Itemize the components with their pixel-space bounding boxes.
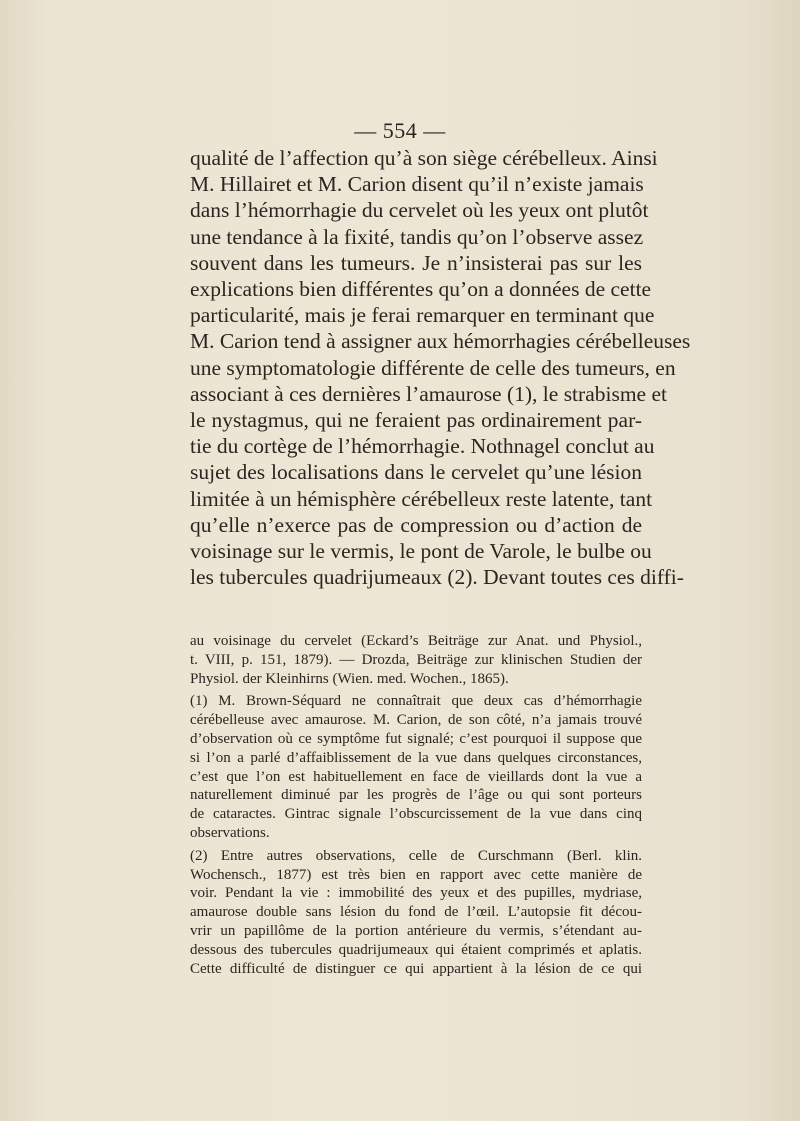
text-line: une symptomatologie différente de celle des tumeurs, en (190, 355, 676, 380)
text-line: tie du cortège de l’hémorrhagie. Nothnagel conclut au (190, 434, 655, 459)
text-line: voisinage sur le vermis, le pont de Varole, le bulbe ou (190, 539, 652, 564)
footnote-line: t. VIII, p. 151, 1879). — Drozda, Beiträge zur klinischen Studien der (190, 651, 642, 668)
text-line: une tendance à la fixité, tandis qu’on l’observe assez (190, 224, 644, 249)
text-line: explications bien différentes qu’on a données de cette (190, 277, 652, 302)
footnote-line: cérébelleuse avec amaurose. M. Carion, de son côté, n’a jamais trouvé (190, 712, 642, 729)
footnote-line: voir. Pendant la vie : immobilité des yeux et des pupilles, mydriase, (190, 885, 642, 902)
footnote-line: observations. (190, 824, 270, 841)
text-line: le nystagmus, qui ne feraient pas ordinairement par- (190, 408, 642, 433)
text-line: dans l’hémorrhagie du cervelet où les yeux ont plutôt (190, 198, 649, 223)
text-line: qu’elle n’exerce pas de compression ou d’action de (190, 512, 642, 537)
footnote-line: amaurose double sans lésion du fond de l’œil. L’autopsie fit décou- (190, 904, 642, 921)
footnotes (190, 632, 642, 978)
footnote-line: dessous des tubercules quadrijumeaux qui étaient comprimés et aplatis. (190, 941, 642, 958)
footnote-line: Physiol. der Kleinhirns (Wien. med. Wochen., 1865). (190, 670, 509, 687)
text-line: les tubercules quadrijumeaux (2). Devant toutes ces diffi- (190, 565, 684, 590)
text-line: qualité de l’affection qu’à son siège cérébelleux. Ainsi (190, 146, 658, 170)
footnote-line: vrir un papillôme de la portion antérieure du vermis, s’étendant au- (190, 922, 642, 939)
page-number: — 554 — (354, 118, 446, 143)
footnote-line: (1) M. Brown-Séquard ne connaîtrait que deux cas d’hémorrhagie (190, 693, 642, 710)
footnote-line: naturellement diminué par les progrès de l’âge ou qui sont porteurs (190, 787, 642, 804)
text-line: M. Carion tend à assigner aux hémorrhagies cérébelleuses (190, 329, 691, 354)
footnote-line: c’est que l’on est habituellement en face de vieillards dont la vue a (190, 768, 642, 785)
text-line: limitée à un hémisphère cérébelleux reste latente, tant (190, 486, 653, 511)
footnote-line: Wochensch., 1877) est très bien en rapport avec cette manière de (190, 866, 642, 883)
text-line: particularité, mais je ferai remarquer en terminant que (190, 303, 655, 328)
footnote-line: Cette difficulté de distinguer ce qui appartient à la lésion de ce qui (190, 960, 642, 977)
footnote-line: (2) Entre autres observations, celle de Curschmann (Berl. klin. (190, 847, 642, 864)
footnote-line: si l’on a parlé d’affaiblissement de la vue dans quelques circonstances, (190, 749, 642, 766)
text-line: associant à ces dernières l’amaurose (1), le strabisme et (190, 381, 667, 406)
footnote-line: d’observation où ce symptôme fut signalé; c’est pourquoi il suppose que (190, 730, 642, 747)
main-text (190, 145, 691, 590)
text-line: M. Hillairet et M. Carion disent qu’il n’existe jamais (190, 172, 644, 197)
footnote-line: de cataractes. Gintrac signale l’obscurcissement de la vue dans cinq (190, 806, 642, 823)
text-line: sujet des localisations dans le cervelet qu’une lésion (190, 460, 642, 485)
footnote-line: au voisinage du cervelet (Eckard’s Beiträge zur Anat. und Physiol., (190, 633, 642, 649)
text-line: souvent dans les tumeurs. Je n’insisterai pas sur les (190, 250, 642, 275)
